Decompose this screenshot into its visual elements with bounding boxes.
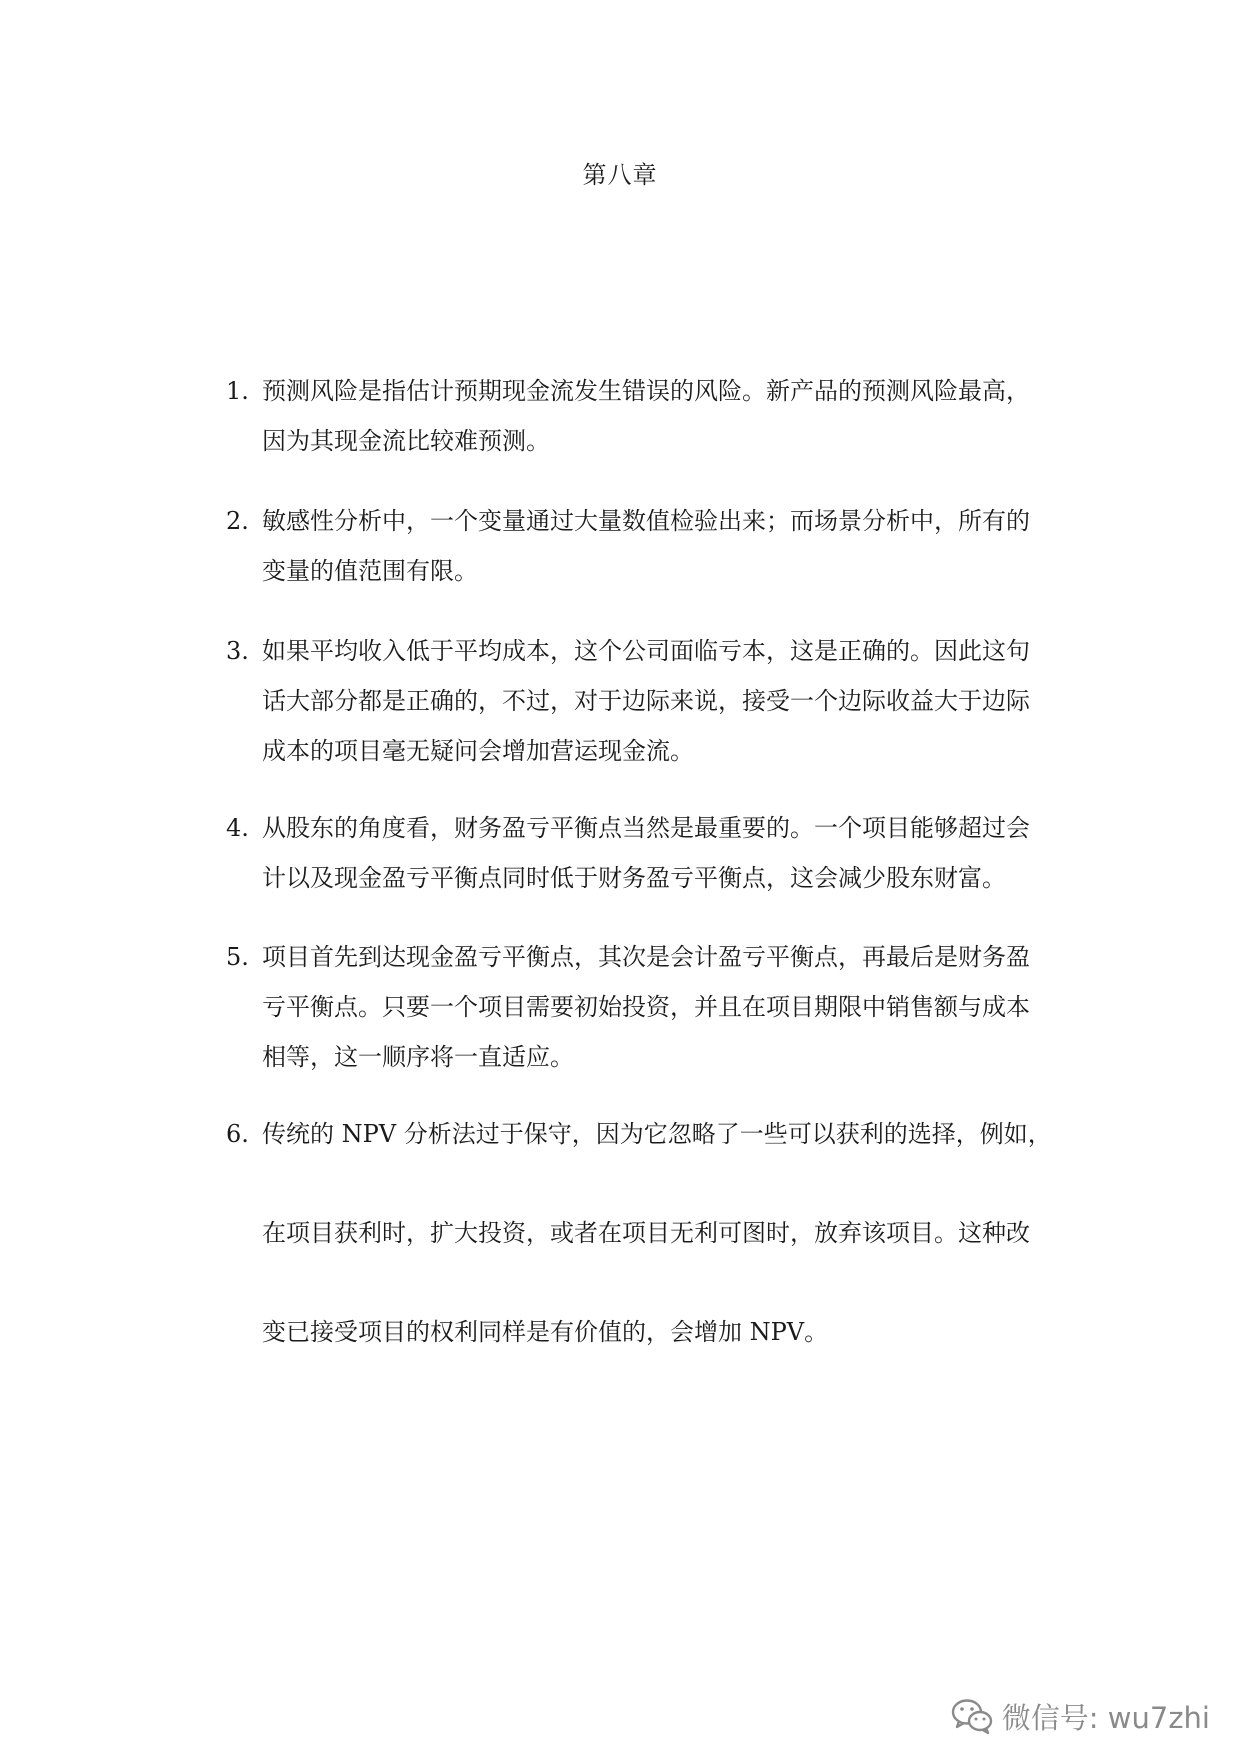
watermark-text: 微信号: wu7zhi: [1001, 1700, 1210, 1735]
item-number: 6.: [226, 1120, 249, 1148]
item-text: 项目首先到达现金盈亏平衡点，其次是会计盈亏平衡点，再最后是财务盈亏平衡点。只要一个项目需要初始投资，并且在项目期限中销售额与成本相等，这一顺序将一直适应。: [262, 943, 1030, 1071]
item-text: 如果平均收入低于平均成本，这个公司面临亏本，这是正确的。因此这句话大部分都是正确的，不过，对于边际来说，接受一个边际收益大于边际成本的项目毫无疑问会增加营运现金流。: [262, 637, 1030, 765]
item-number: 2.: [226, 507, 249, 535]
watermark: [950, 1694, 1210, 1738]
list-item-1: [226, 366, 1056, 466]
list-item-3: [226, 626, 1056, 776]
item-text: 从股东的角度看，财务盈亏平衡点当然是最重要的。一个项目能够超过会计以及现金盈亏平衡点同时低于财务盈亏平衡点，这会减少股东财富。: [262, 814, 1030, 892]
item-number: 3.: [226, 637, 249, 665]
chapter-title: 第八章: [582, 161, 658, 189]
item-number: 5.: [226, 943, 249, 971]
item-number: 1.: [226, 377, 249, 405]
item-text: 敏感性分析中，一个变量通过大量数值检验出来；而场景分析中，所有的变量的值范围有限。: [262, 507, 1030, 585]
list-item-2: [226, 496, 1056, 596]
list-item-5: [226, 932, 1056, 1082]
item-text: 预测风险是指估计预期现金流发生错误的风险。新产品的预测风险最高，因为其现金流比较难预测。: [262, 377, 1030, 455]
item-text: 传统的 NPV 分析法过于保守，因为它忽略了一些可以获利的选择，例如，在项目获利时，扩大投资，或者在项目无利可图时，放弃该项目。这种改变已接受项目的权利同样是有价值的，会增加 NPV。: [262, 1120, 1052, 1346]
item-number: 4.: [226, 814, 249, 842]
list-item-4: [226, 803, 1056, 903]
list-item-6: [226, 1085, 1056, 1382]
wechat-icon: [950, 1696, 994, 1736]
